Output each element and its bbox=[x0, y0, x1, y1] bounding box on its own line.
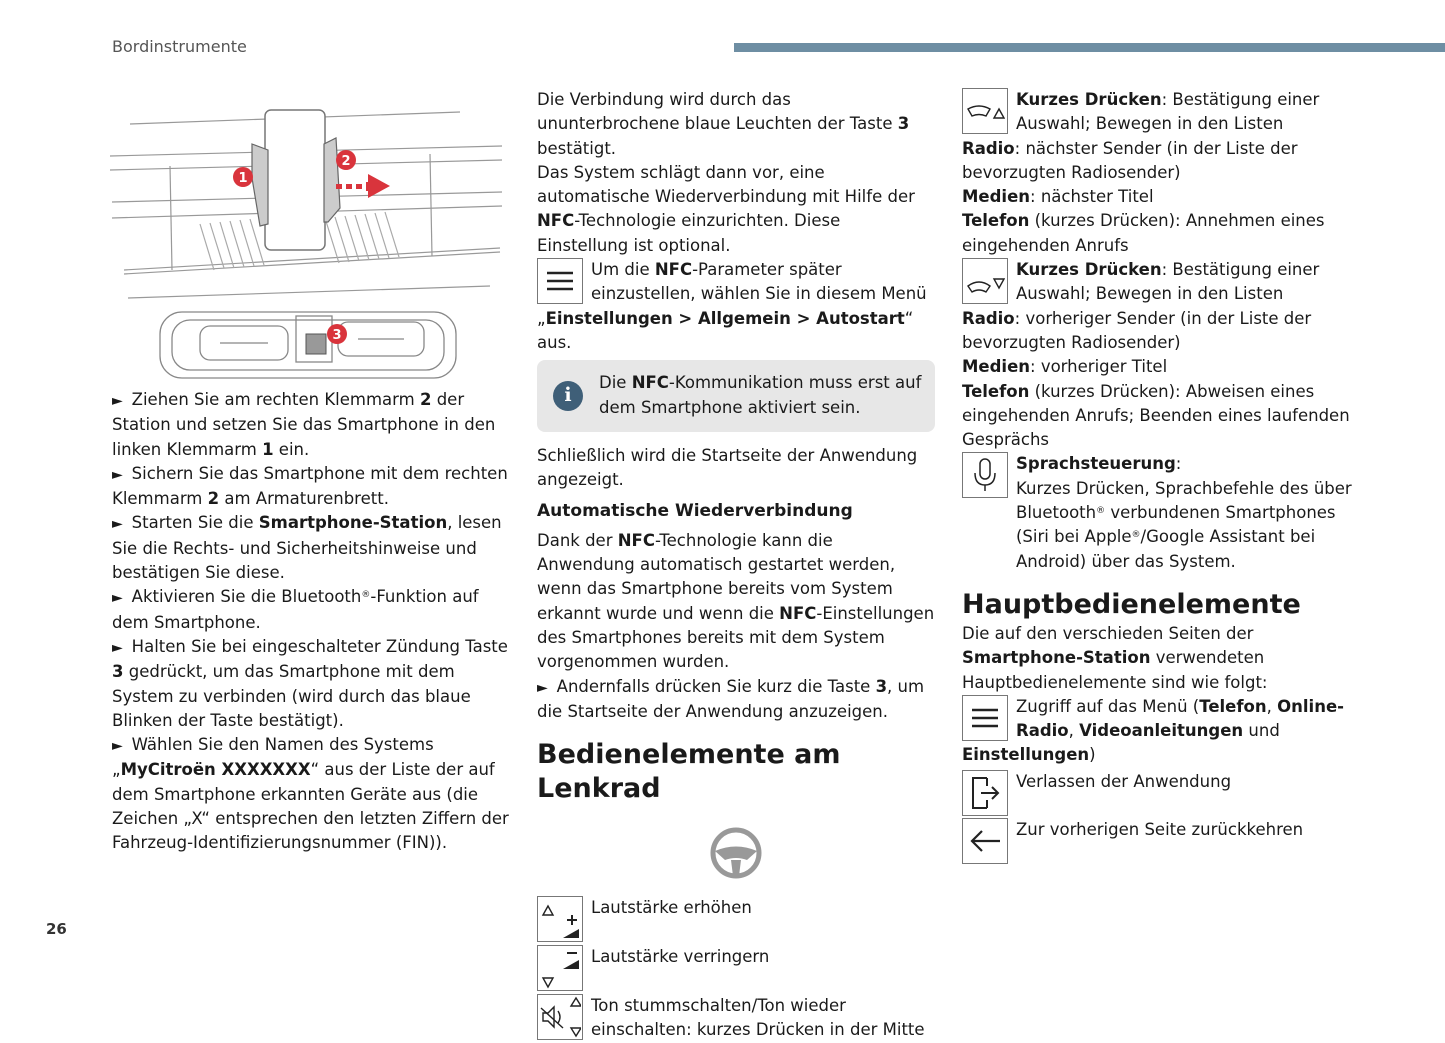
paragraph-connection: Die Verbindung wird durch das ununterbrochene blaue Leuchten der Taste 3 bestätigt. bbox=[537, 90, 910, 158]
heading-steering-controls: Bedienelemente am Lenkrad bbox=[537, 739, 841, 805]
paragraph-main-controls: Die auf den verschieden Seiten der Smartphone-Station verwendeten Hauptbedienelemente sind wie folgt: bbox=[962, 623, 1268, 692]
step-otherwise: ► Andernfalls drücken Sie kurz die Taste 3, um die Startseite der Anwendung anzuzeigen. bbox=[537, 675, 935, 725]
back-arrow-icon bbox=[962, 818, 1008, 864]
menu-control-row: Zugriff auf das Menü (Telefon, Online-Radio, Videoanleitungen und bbox=[962, 695, 1352, 744]
voice-control-row: Sprachsteuerung: Kurzes Drücken, Sprachbefehle des über Bluetooth® verbundenen Smartphones (Siri bei Apple®/Google Assistant bei Android) über das System. bbox=[962, 452, 1352, 573]
column-2 bbox=[537, 88, 935, 1043]
info-icon: i bbox=[553, 381, 583, 411]
callout-1: 1 bbox=[238, 171, 248, 186]
header-bar bbox=[734, 43, 1445, 52]
paragraph-nfc-offer: Das System schlägt dann vor, eine automatische Wiederverbindung mit Hilfe der NFC-Technologie einzurichten. Diese Einstellung ist optional. bbox=[537, 162, 915, 255]
info-text: Die NFC-Kommunikation muss erst auf dem Smartphone aktiviert sein. bbox=[599, 373, 922, 417]
info-box bbox=[537, 360, 935, 432]
control-volume-down: Lautstärke verringern bbox=[537, 945, 935, 994]
column-1 bbox=[112, 388, 512, 856]
control-volume-up: Lautstärke erhöhen bbox=[537, 896, 935, 945]
step-3: ► Starten Sie die Smartphone-Station, lesen Sie die Rechts- und Sicherheitshinweise und bestätigen Sie diese. bbox=[112, 511, 512, 585]
previous-control-row: Kurzes Drücken: Bestätigung einer Auswahl; Bewegen in den Listen bbox=[962, 258, 1352, 307]
step-6: ► Wählen Sie den Namen des Systems „MyCitroën XXXXXXX“ aus der Liste der auf dem Smartphone erkannten Geräte aus (die Zeichen „X“ entsprechen den letzten Ziffern der Fahrzeug-Identifizierungsnummer (FIN)). bbox=[112, 733, 512, 855]
paragraph-startpage: Schließlich wird die Startseite der Anwendung angezeigt. bbox=[537, 445, 918, 490]
heading-main-controls: Hauptbedienelemente bbox=[962, 588, 1301, 620]
previous-down-icon bbox=[962, 258, 1008, 304]
exit-icon bbox=[962, 770, 1008, 816]
smartphone-station-illustration bbox=[110, 98, 510, 383]
menu-icon bbox=[537, 258, 583, 304]
exit-control-row: Verlassen der Anwendung bbox=[962, 770, 1352, 816]
menu-path: „Einstellungen > Allgemein > Autostart“ aus. bbox=[537, 308, 914, 352]
next-up-icon bbox=[962, 88, 1008, 134]
nfc-settings-row: Um die NFC-Parameter später einzustellen, wählen Sie in diesem Menü bbox=[537, 258, 935, 307]
steering-wheel-icon bbox=[537, 826, 935, 880]
volume-down-icon bbox=[537, 945, 583, 991]
volume-up-icon bbox=[537, 896, 583, 942]
page-number: 26 bbox=[46, 920, 67, 938]
next-control-row: Kurzes Drücken: Bestätigung einer Auswahl; Bewegen in den Listen bbox=[962, 88, 1352, 137]
callout-2: 2 bbox=[341, 154, 351, 169]
control-mute: Ton stummschalten/Ton wieder einschalten: kurzes Drücken in der Mitte bbox=[537, 994, 935, 1043]
step-2: ► Sichern Sie das Smartphone mit dem rechten Klemmarm 2 am Armaturenbrett. bbox=[112, 462, 512, 512]
callout-3: 3 bbox=[332, 328, 342, 343]
step-4: ► Aktivieren Sie die Bluetooth®-Funktion auf dem Smartphone. bbox=[112, 585, 512, 635]
microphone-icon bbox=[962, 452, 1008, 498]
step-1: ► Ziehen Sie am rechten Klemmarm 2 der Station und setzen Sie das Smartphone in den linken Klemmarm 1 ein. bbox=[112, 388, 512, 462]
back-control-row: Zur vorherigen Seite zurückkehren bbox=[962, 818, 1352, 864]
mute-icon bbox=[537, 994, 583, 1040]
column-3: Kurzes Drücken: Bestätigung einer Auswahl; Bewegen in den Listen Radio: nächster Sender (in der Liste der bevorzugten Radiosender) Medien: nächster Titel Telefon (kurzes Drücken): Annehmen eines eingehenden Anrufs Kurzes Drücken: Bestätigung einer Auswahl; Bewegen in den Listen Radio: vorheriger Sender (in der Liste der bevorzugten Radiosender) Medien: vorheriger Titel Telefon (kurzes Drücken): Abweisen eines eingehenden Anrufs; Beenden eines laufenden Gesprächs Sprachsteuerung: Kurzes Drücken, Sprachbefehle des über Bluetooth® verbundenen Smartphones (Siri bei Apple®/Google Assistant bei Android) über das System. Hauptbedienelemente Die auf den verschieden Seiten der Smartphone-Station verwendeten Hauptbedienelemente sind wie folgt: Zugriff auf das Menü (Telefon, Online-Radio, Videoanleitungen und Einstellungen) Verlassen der Anwendung Zur vorherigen Seite zurückkehren bbox=[962, 88, 1352, 864]
step-5: ► Halten Sie bei eingeschalteter Zündung Taste 3 gedrückt, um das Smartphone mit dem System zu verbinden (wird durch das blaue Blinken der Taste bestätigt). bbox=[112, 635, 512, 733]
section-title: Bordinstrumente bbox=[112, 37, 247, 56]
heading-auto-reconnect: Automatische Wiederverbindung bbox=[537, 501, 853, 522]
menu-icon bbox=[962, 695, 1008, 741]
paragraph-nfc-auto: Dank der NFC-Technologie kann die Anwendung automatisch gestartet werden, wenn das Smartphone bereits vom System erkannt wurde und wenn die NFC-Einstellungen des Smartphones bereits mit dem System vorgenommen wurden. bbox=[537, 530, 935, 672]
